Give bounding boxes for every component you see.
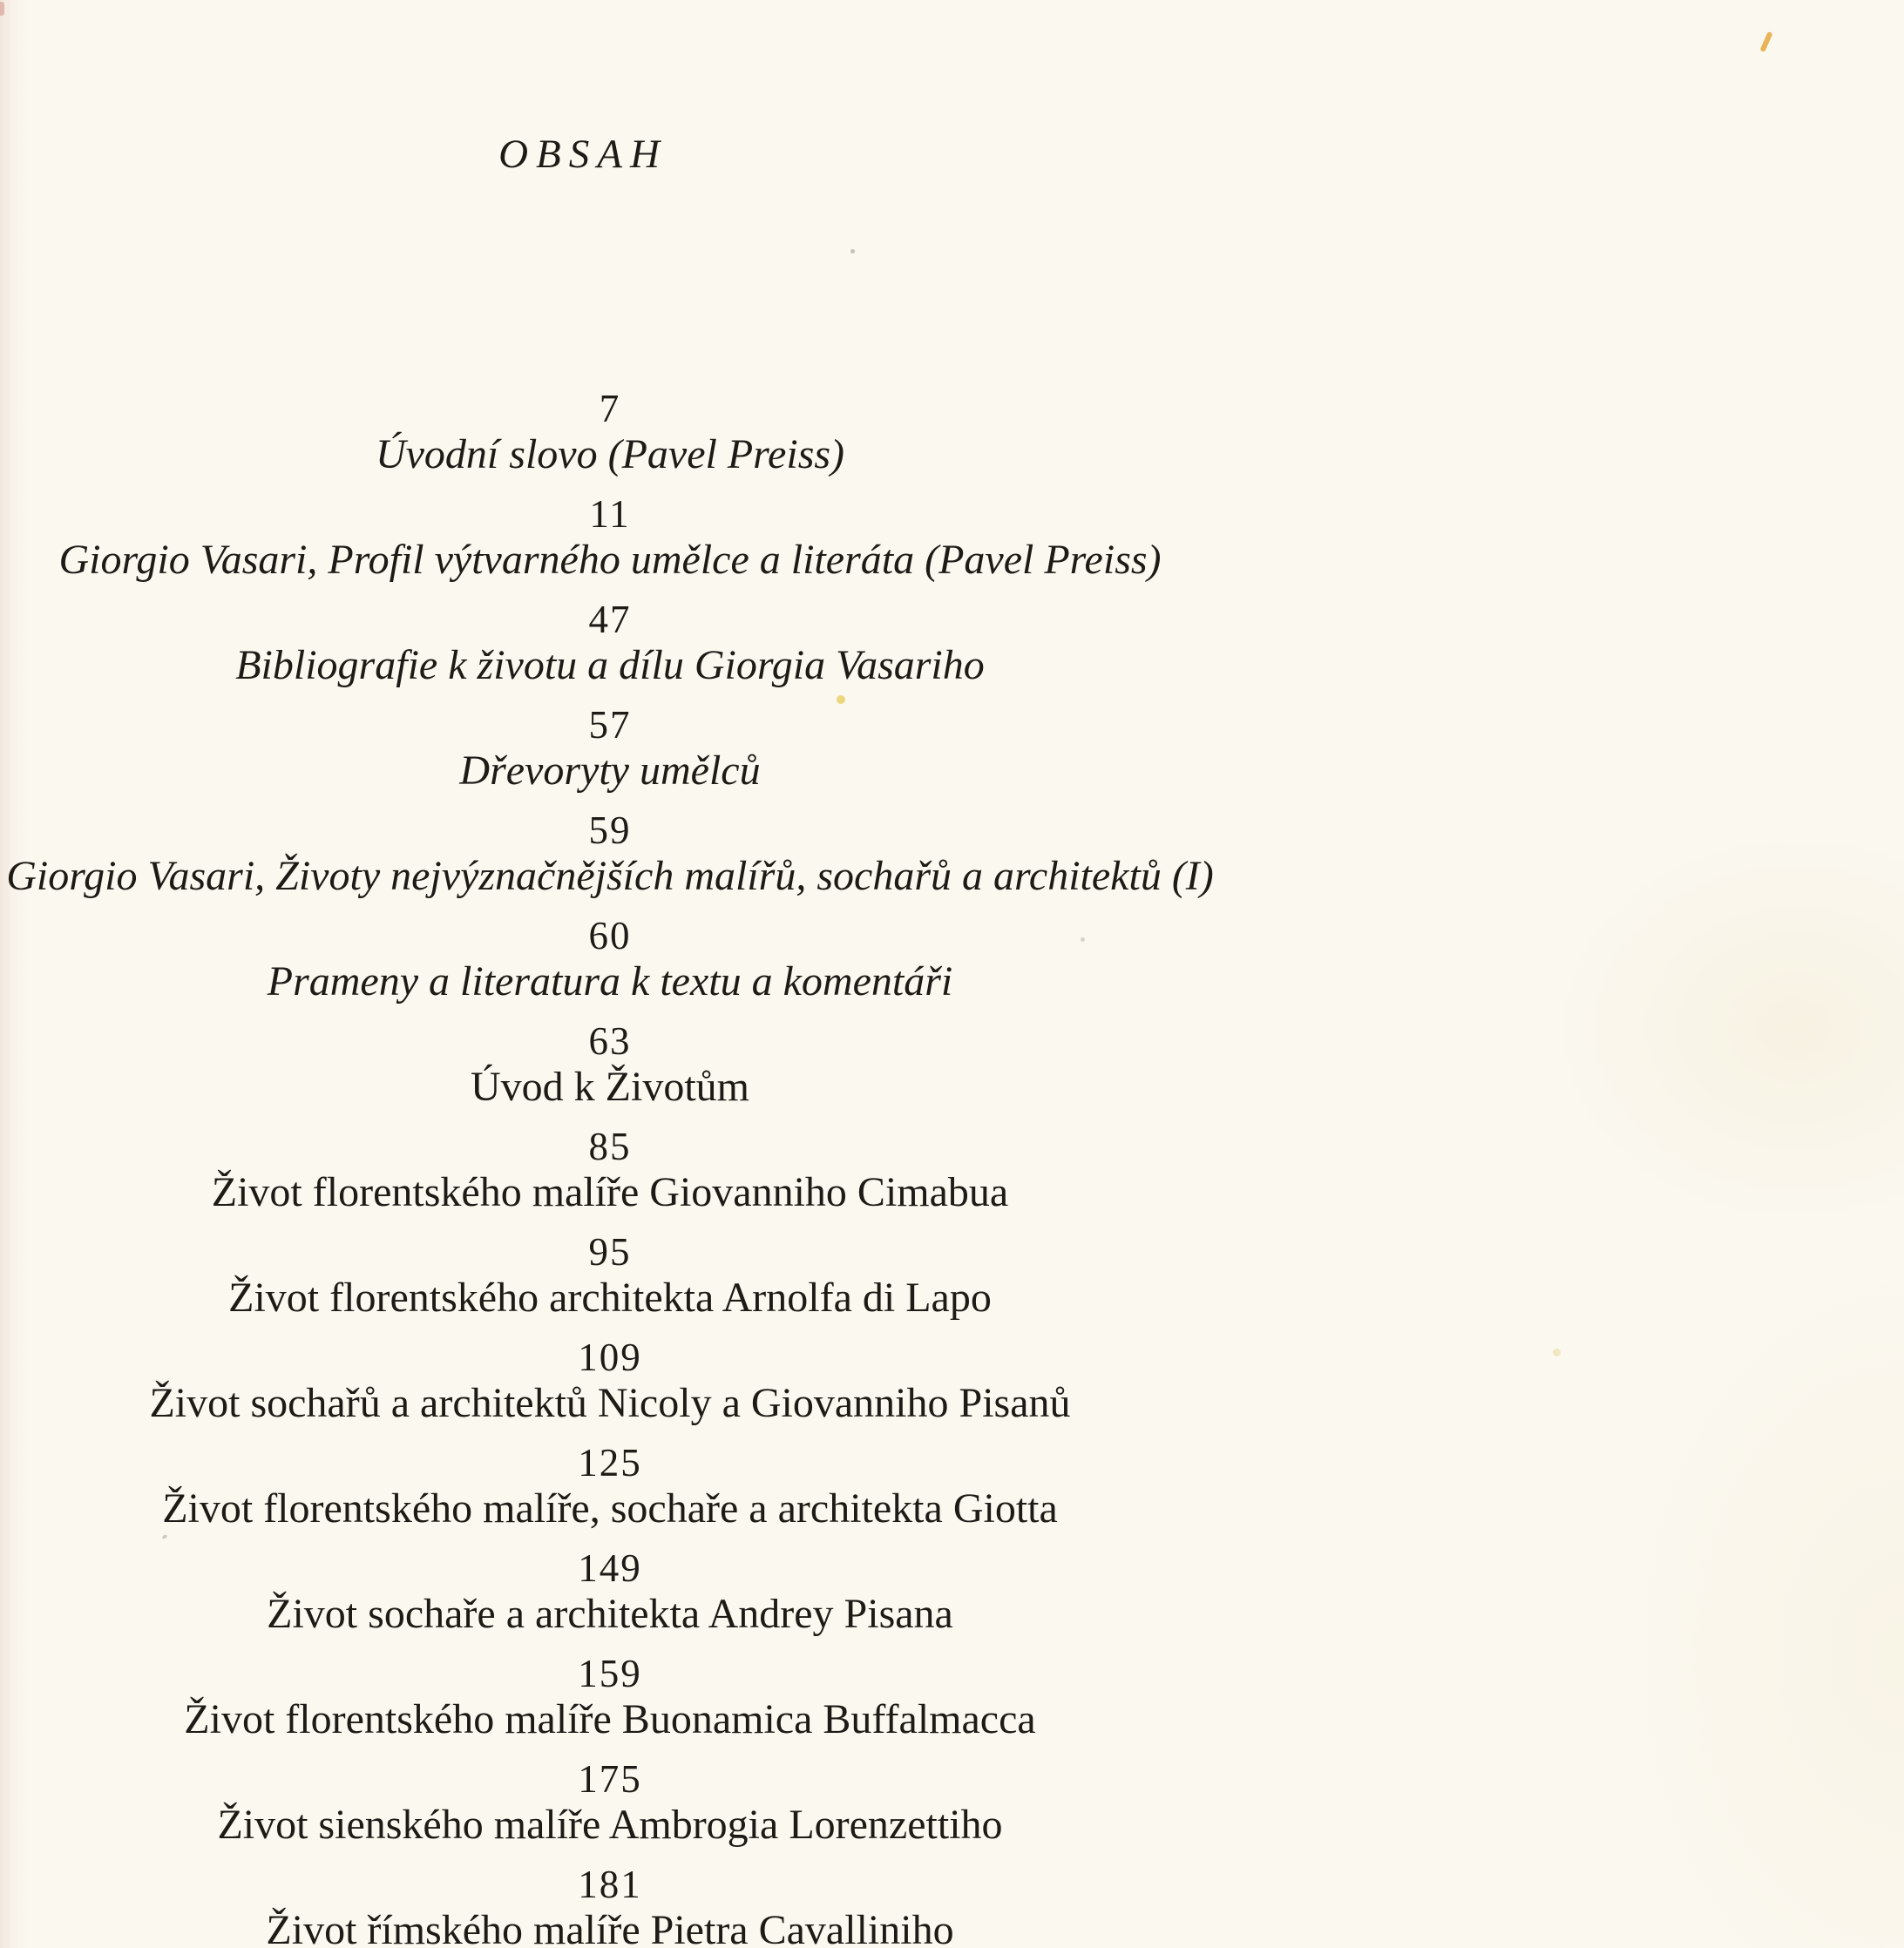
- toc-entry: [0, 492, 1220, 585]
- toc-entry: [0, 1863, 1220, 1948]
- entry-title: Život sienského malíře Ambrogia Lorenzettiho: [217, 1802, 1003, 1848]
- entry-page-number: 109: [578, 1336, 642, 1379]
- entry-title: Život sochařů a architektů Nicoly a Giovanniho Pisanů: [149, 1380, 1071, 1426]
- entry-page-number: 63: [588, 1019, 632, 1063]
- toc-entry: [0, 1125, 1220, 1217]
- entry-page-number: 149: [578, 1546, 642, 1590]
- toc-entry: [0, 1757, 1220, 1850]
- entry-title: Bibliografie k životu a dílu Giorgia Vasariho: [235, 642, 985, 688]
- scan-speck: [1759, 31, 1772, 52]
- entry-title: Život florentského malíře Giovanniho Cimabua: [211, 1169, 1009, 1215]
- entry-title: Život římského malíře Pietra Cavalliniho: [266, 1907, 954, 1948]
- toc-entry: [0, 1441, 1220, 1533]
- entry-page-number: 85: [588, 1125, 632, 1168]
- entry-title: Dřevoryty umělců: [459, 747, 761, 794]
- entry-title: Úvod k Životům: [471, 1064, 749, 1110]
- toc-entry: [0, 1019, 1220, 1112]
- page-title: OBSAH: [498, 132, 667, 177]
- entry-title: Život florentského malíře Buonamica Buffalmacca: [184, 1696, 1036, 1742]
- entry-page-number: 47: [588, 598, 632, 641]
- entry-page-number: 11: [589, 492, 631, 536]
- entry-title: Život florentského malíře, sochaře a architekta Giotta: [162, 1485, 1058, 1532]
- toc-list: [0, 387, 1220, 1948]
- entry-title: Život florentského architekta Arnolfa di Lapo: [228, 1275, 992, 1321]
- entry-page-number: 175: [578, 1757, 642, 1801]
- scan-edge-mark: [0, 2, 4, 16]
- toc-entry: [0, 387, 1220, 479]
- entry-title: Giorgio Vasari, Životy nejvýznačnějších malířů, sochařů a architektů (I): [6, 853, 1214, 899]
- toc-entry: [0, 1652, 1220, 1744]
- toc-entry: [0, 598, 1220, 690]
- scan-speck: [850, 249, 855, 254]
- entry-page-number: 95: [588, 1230, 632, 1274]
- entry-page-number: 159: [578, 1652, 642, 1695]
- entry-title: Giorgio Vasari, Profil výtvarného umělce a literáta (Pavel Preiss): [58, 537, 1162, 583]
- entry-page-number: 59: [588, 808, 632, 852]
- entry-title: Úvodní slovo (Pavel Preiss): [375, 431, 845, 477]
- entry-page-number: 125: [578, 1441, 642, 1485]
- toc-entry: [0, 1546, 1220, 1639]
- entry-title: Prameny a literatura k textu a komentáři: [267, 958, 953, 1004]
- entry-page-number: 60: [588, 914, 632, 957]
- entry-title: Život sochaře a architekta Andrey Pisana: [267, 1591, 953, 1637]
- toc-entry: [0, 1336, 1220, 1428]
- entry-page-number: 181: [578, 1863, 642, 1906]
- entry-page-number: 7: [599, 387, 621, 430]
- entry-page-number: 57: [588, 703, 632, 747]
- toc-entry: [0, 703, 1220, 795]
- toc-entry: [0, 1230, 1220, 1322]
- scan-speck: [1553, 1349, 1561, 1356]
- toc-entry: [0, 914, 1220, 1006]
- toc-entry: [0, 808, 1220, 901]
